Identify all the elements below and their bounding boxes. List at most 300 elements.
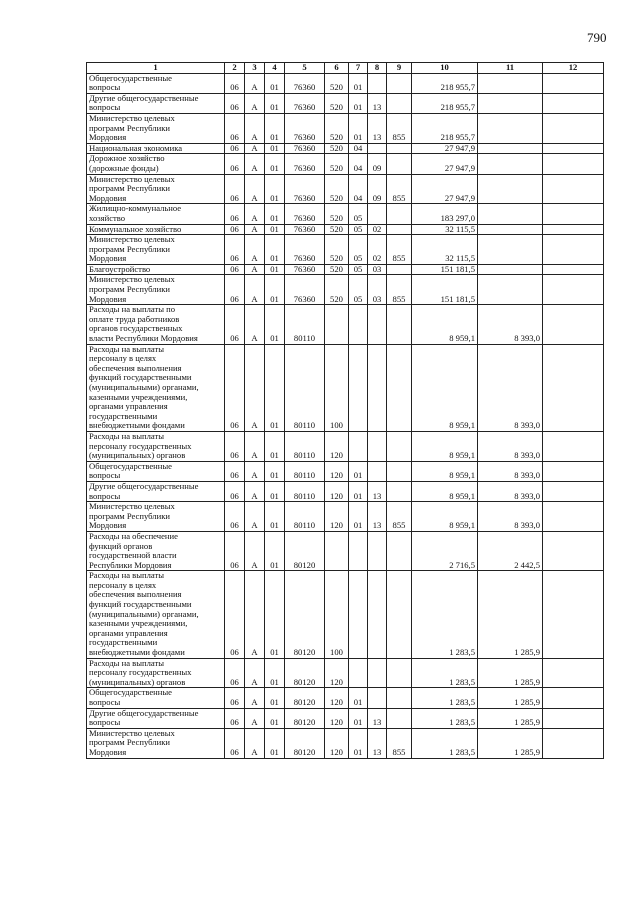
code-cell: 05 (349, 264, 368, 275)
amount-cell: 27 947,9 (412, 143, 478, 154)
amount-cell (543, 73, 604, 93)
row-name-line: обеспечения выполнения (89, 362, 182, 373)
code-cell: 06 (225, 461, 245, 481)
row-name-line: Общегосударственные (89, 460, 172, 471)
row-name-line: Министерство целевых (89, 112, 175, 123)
row-name-line: Расходы на обеспечение (89, 530, 178, 541)
column-header: 9 (387, 63, 412, 74)
code-cell (387, 461, 412, 481)
row-name-line: Расходы на выплаты (89, 657, 165, 668)
code-cell (387, 531, 412, 570)
table-row (87, 204, 604, 224)
amount-cell: 1 285,9 (478, 728, 543, 758)
row-name-line: функций органов (89, 540, 153, 551)
code-cell: 120 (325, 431, 349, 461)
row-name-line: хозяйство (89, 212, 126, 223)
code-cell (368, 461, 387, 481)
code-cell: 06 (225, 224, 245, 235)
code-cell: 05 (349, 275, 368, 305)
row-name-line: Мордовия (89, 746, 127, 757)
table-header-row (87, 63, 604, 74)
code-cell: 06 (225, 658, 245, 688)
row-name-line: вопросы (89, 490, 121, 501)
row-name-line: Общегосударственные (89, 687, 172, 698)
code-cell: 76360 (285, 154, 325, 174)
amount-cell (543, 344, 604, 431)
table-row (87, 708, 604, 728)
code-cell (368, 688, 387, 708)
amount-cell (543, 708, 604, 728)
row-name-cell (87, 502, 225, 532)
row-name-cell (87, 143, 225, 154)
row-name-line: (муниципальных) органов (89, 450, 186, 461)
code-cell: 855 (387, 728, 412, 758)
code-cell: 01 (265, 143, 285, 154)
amount-cell (543, 224, 604, 235)
code-cell: 01 (265, 113, 285, 143)
code-cell: 06 (225, 688, 245, 708)
row-name-cell (87, 93, 225, 113)
amount-cell (543, 728, 604, 758)
amount-cell (478, 275, 543, 305)
row-name-line: вопросы (89, 82, 121, 93)
row-name-cell (87, 461, 225, 481)
row-name-cell (87, 481, 225, 501)
table-row (87, 531, 604, 570)
code-cell: 01 (265, 305, 285, 344)
amount-cell: 151 181,5 (412, 275, 478, 305)
column-header: 8 (368, 63, 387, 74)
code-cell: 01 (265, 174, 285, 204)
amount-cell: 8 393,0 (478, 431, 543, 461)
code-cell: 05 (349, 224, 368, 235)
row-name-line: органами управления (89, 401, 168, 412)
table-row (87, 264, 604, 275)
row-name-cell (87, 113, 225, 143)
column-header: 11 (478, 63, 543, 74)
code-cell: 520 (325, 93, 349, 113)
code-cell: 01 (349, 113, 368, 143)
amount-cell (543, 275, 604, 305)
code-cell: 06 (225, 502, 245, 532)
code-cell: 120 (325, 658, 349, 688)
code-cell: А (245, 481, 265, 501)
table-row (87, 174, 604, 204)
code-cell: 855 (387, 113, 412, 143)
amount-cell (478, 93, 543, 113)
code-cell (368, 344, 387, 431)
code-cell (387, 224, 412, 235)
row-name-line: органов государственных (89, 323, 183, 334)
code-cell (349, 431, 368, 461)
code-cell (387, 688, 412, 708)
code-cell: 01 (349, 93, 368, 113)
code-cell (349, 305, 368, 344)
code-cell: А (245, 154, 265, 174)
table-row (87, 224, 604, 235)
row-name-line: государственной власти (89, 550, 177, 561)
code-cell: 520 (325, 204, 349, 224)
amount-cell (543, 174, 604, 204)
row-name-line: (муниципальными) органами, (89, 608, 199, 619)
code-cell: 120 (325, 481, 349, 501)
code-cell (387, 264, 412, 275)
row-name-line: (дорожные фонды) (89, 162, 159, 173)
table-row (87, 571, 604, 658)
row-name-cell (87, 431, 225, 461)
amount-cell (543, 204, 604, 224)
amount-cell: 8 393,0 (478, 481, 543, 501)
amount-cell: 8 393,0 (478, 502, 543, 532)
amount-cell: 218 955,7 (412, 93, 478, 113)
code-cell: 01 (265, 275, 285, 305)
budget-table (86, 62, 604, 759)
code-cell: 76360 (285, 93, 325, 113)
code-cell: 120 (325, 502, 349, 532)
row-name-line: Мордовия (89, 192, 127, 203)
code-cell: А (245, 305, 265, 344)
code-cell: 01 (265, 658, 285, 688)
code-cell: 80120 (285, 728, 325, 758)
code-cell: 01 (265, 154, 285, 174)
amount-cell (478, 143, 543, 154)
amount-cell: 8 393,0 (478, 305, 543, 344)
amount-cell (543, 113, 604, 143)
code-cell: А (245, 143, 265, 154)
code-cell: 06 (225, 275, 245, 305)
amount-cell (543, 235, 604, 265)
code-cell (387, 658, 412, 688)
code-cell (387, 481, 412, 501)
amount-cell (543, 264, 604, 275)
code-cell: 855 (387, 235, 412, 265)
amount-cell: 2 442,5 (478, 531, 543, 570)
code-cell: 13 (368, 113, 387, 143)
code-cell (368, 571, 387, 658)
row-name-line: персоналу государственных (89, 667, 192, 678)
code-cell: А (245, 204, 265, 224)
code-cell: 06 (225, 481, 245, 501)
column-header: 12 (543, 63, 604, 74)
row-name-line: вопросы (89, 697, 121, 707)
code-cell: 01 (349, 73, 368, 93)
code-cell: А (245, 431, 265, 461)
row-name-line: Министерство целевых (89, 274, 175, 285)
code-cell: 80110 (285, 502, 325, 532)
code-cell: А (245, 93, 265, 113)
row-name-line: функций государственными (89, 372, 192, 383)
table-row (87, 113, 604, 143)
row-name-line: Министерство целевых (89, 234, 175, 245)
code-cell: 03 (368, 264, 387, 275)
amount-cell (543, 658, 604, 688)
code-cell: 80110 (285, 461, 325, 481)
row-name-line: Жилищно-коммунальное (89, 203, 182, 214)
code-cell (368, 658, 387, 688)
code-cell: 855 (387, 502, 412, 532)
code-cell: 06 (225, 113, 245, 143)
code-cell: А (245, 174, 265, 204)
code-cell: А (245, 708, 265, 728)
code-cell (387, 344, 412, 431)
table-row (87, 305, 604, 344)
code-cell: 05 (349, 235, 368, 265)
code-cell: 01 (265, 531, 285, 570)
row-name-line: (муниципальными) органами, (89, 382, 199, 392)
code-cell: 100 (325, 344, 349, 431)
row-name-line: Республики Мордовия (89, 559, 172, 570)
row-name-line: Министерство целевых (89, 727, 175, 738)
code-cell (387, 93, 412, 113)
code-cell (387, 143, 412, 154)
amount-cell (478, 154, 543, 174)
amount-cell: 1 285,9 (478, 688, 543, 708)
code-cell: 06 (225, 571, 245, 658)
amount-cell: 8 959,1 (412, 344, 478, 431)
row-name-line: Расходы на выплаты по (89, 304, 176, 315)
amount-cell: 8 959,1 (412, 481, 478, 501)
code-cell (387, 431, 412, 461)
row-name-line: казенными учреждениями, (89, 391, 188, 402)
amount-cell: 2 716,5 (412, 531, 478, 570)
code-cell: А (245, 688, 265, 708)
column-header: 6 (325, 63, 349, 74)
code-cell: А (245, 113, 265, 143)
code-cell: 04 (349, 174, 368, 204)
row-name-line: внебюджетными фондами (89, 647, 185, 658)
code-cell (368, 531, 387, 570)
row-name-line: (муниципальных) органов (89, 676, 186, 687)
row-name-cell (87, 708, 225, 728)
amount-cell: 27 947,9 (412, 174, 478, 204)
amount-cell: 1 283,5 (412, 571, 478, 658)
code-cell: 01 (349, 708, 368, 728)
code-cell: 120 (325, 728, 349, 758)
code-cell: 520 (325, 275, 349, 305)
row-name-line: государственными (89, 410, 158, 421)
row-name-cell (87, 531, 225, 570)
code-cell: А (245, 344, 265, 431)
amount-cell: 32 115,5 (412, 224, 478, 235)
code-cell (349, 344, 368, 431)
row-name-cell (87, 305, 225, 344)
amount-cell: 32 115,5 (412, 235, 478, 265)
row-name-line: Министерство целевых (89, 501, 175, 512)
column-header: 4 (265, 63, 285, 74)
row-name-line: органами управления (89, 627, 168, 638)
code-cell: 13 (368, 502, 387, 532)
amount-cell: 8 959,1 (412, 305, 478, 344)
code-cell: 01 (265, 431, 285, 461)
code-cell: 120 (325, 708, 349, 728)
code-cell: 76360 (285, 235, 325, 265)
amount-cell: 1 283,5 (412, 728, 478, 758)
row-name-cell (87, 73, 225, 93)
code-cell: 01 (265, 264, 285, 275)
code-cell: А (245, 264, 265, 275)
code-cell: 80110 (285, 481, 325, 501)
code-cell: 520 (325, 264, 349, 275)
row-name-line: Мордовия (89, 132, 127, 143)
code-cell: 04 (349, 143, 368, 154)
row-name-line: Дорожное хозяйство (89, 153, 165, 164)
code-cell: А (245, 502, 265, 532)
code-cell: 01 (349, 481, 368, 501)
amount-cell: 151 181,5 (412, 264, 478, 275)
code-cell: 01 (349, 688, 368, 708)
amount-cell: 8 393,0 (478, 344, 543, 431)
code-cell: 01 (265, 728, 285, 758)
row-name-line: власти Республики Мордовия (89, 333, 198, 344)
code-cell: 80120 (285, 658, 325, 688)
amount-cell (478, 264, 543, 275)
code-cell: 855 (387, 174, 412, 204)
table-row (87, 461, 604, 481)
amount-cell (543, 154, 604, 174)
row-name-cell (87, 688, 225, 708)
row-name-line: функций государственными (89, 599, 192, 610)
row-name-line: Расходы на выплаты (89, 570, 165, 581)
code-cell: 01 (265, 461, 285, 481)
page-number: 790 (587, 30, 607, 45)
code-cell: 06 (225, 344, 245, 431)
amount-cell: 8 959,1 (412, 461, 478, 481)
code-cell: 06 (225, 728, 245, 758)
amount-cell (543, 531, 604, 570)
code-cell: 06 (225, 305, 245, 344)
code-cell: 76360 (285, 204, 325, 224)
row-name-cell (87, 204, 225, 224)
amount-cell: 8 393,0 (478, 461, 543, 481)
row-name-line: программ Республики (89, 183, 170, 194)
code-cell: 520 (325, 224, 349, 235)
amount-cell (543, 305, 604, 344)
row-name-line: Другие общегосударственные (89, 480, 199, 491)
table-row (87, 431, 604, 461)
row-name-line: программ Республики (89, 737, 170, 748)
amount-cell: 1 283,5 (412, 658, 478, 688)
row-name-line: обеспечения выполнения (89, 589, 182, 600)
code-cell (368, 431, 387, 461)
code-cell: 02 (368, 235, 387, 265)
row-name-line: оплате труда работников (89, 313, 180, 324)
code-cell: 01 (265, 708, 285, 728)
amount-cell: 1 283,5 (412, 708, 478, 728)
code-cell: 09 (368, 174, 387, 204)
amount-cell (478, 113, 543, 143)
column-header: 1 (87, 63, 225, 74)
code-cell: 520 (325, 143, 349, 154)
row-name-line: программ Республики (89, 243, 170, 254)
code-cell: 76360 (285, 73, 325, 93)
code-cell: 13 (368, 93, 387, 113)
code-cell: 06 (225, 174, 245, 204)
code-cell: 01 (265, 481, 285, 501)
amount-cell (543, 688, 604, 708)
column-header: 7 (349, 63, 368, 74)
amount-cell (478, 224, 543, 235)
code-cell: 80110 (285, 305, 325, 344)
table-row (87, 143, 604, 154)
column-header: 2 (225, 63, 245, 74)
row-name-line: Министерство целевых (89, 173, 175, 184)
code-cell (387, 571, 412, 658)
table-row (87, 344, 604, 431)
amount-cell: 218 955,7 (412, 73, 478, 93)
code-cell: 09 (368, 154, 387, 174)
code-cell: 80120 (285, 688, 325, 708)
code-cell: 06 (225, 93, 245, 113)
code-cell: 06 (225, 235, 245, 265)
code-cell: А (245, 658, 265, 688)
code-cell: 120 (325, 688, 349, 708)
code-cell: 01 (265, 204, 285, 224)
table-row (87, 502, 604, 532)
amount-cell: 27 947,9 (412, 154, 478, 174)
table-row (87, 235, 604, 265)
code-cell: 76360 (285, 113, 325, 143)
amount-cell: 8 959,1 (412, 431, 478, 461)
code-cell: 01 (265, 73, 285, 93)
amount-cell: 1 285,9 (478, 708, 543, 728)
row-name-line: программ Республики (89, 122, 170, 133)
code-cell: 80120 (285, 531, 325, 570)
code-cell: 01 (265, 571, 285, 658)
row-name-line: персоналу государственных (89, 440, 192, 451)
row-name-cell (87, 275, 225, 305)
amount-cell (478, 174, 543, 204)
code-cell: 01 (349, 502, 368, 532)
code-cell: 80110 (285, 431, 325, 461)
amount-cell: 1 283,5 (412, 688, 478, 708)
table-row (87, 93, 604, 113)
code-cell (387, 708, 412, 728)
row-name-line: Коммунальное хозяйство (89, 223, 182, 234)
code-cell: 13 (368, 728, 387, 758)
column-header: 3 (245, 63, 265, 74)
code-cell: 76360 (285, 143, 325, 154)
row-name-line: Другие общегосударственные (89, 92, 199, 103)
code-cell (368, 204, 387, 224)
code-cell (368, 143, 387, 154)
code-cell: А (245, 728, 265, 758)
code-cell: 04 (349, 154, 368, 174)
amount-cell: 1 285,9 (478, 658, 543, 688)
amount-cell: 1 285,9 (478, 571, 543, 658)
code-cell (387, 305, 412, 344)
code-cell: 06 (225, 708, 245, 728)
row-name-cell (87, 571, 225, 658)
code-cell: 06 (225, 531, 245, 570)
code-cell: 80110 (285, 344, 325, 431)
code-cell: 80120 (285, 571, 325, 658)
table-row (87, 728, 604, 758)
row-name-cell (87, 728, 225, 758)
amount-cell (543, 461, 604, 481)
amount-cell: 183 297,0 (412, 204, 478, 224)
row-name-line: Другие общегосударственные (89, 707, 199, 718)
code-cell: А (245, 73, 265, 93)
code-cell: 520 (325, 154, 349, 174)
code-cell: 06 (225, 204, 245, 224)
code-cell: А (245, 571, 265, 658)
row-name-line: Мордовия (89, 293, 127, 304)
row-name-line: казенными учреждениями, (89, 618, 188, 629)
code-cell (325, 531, 349, 570)
row-name-line: программ Республики (89, 284, 170, 295)
code-cell: А (245, 235, 265, 265)
amount-cell (543, 502, 604, 532)
